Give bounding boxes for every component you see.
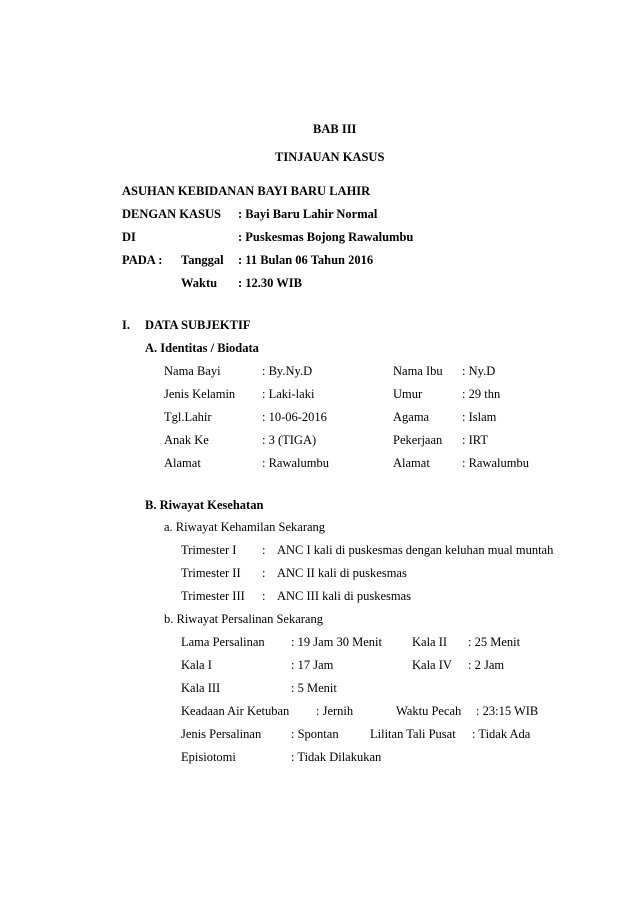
trimester-label: Trimester II: [181, 566, 241, 580]
header-label-kasus: DENGAN KASUS: [122, 207, 221, 221]
subitem-b-title: b. Riwayat Persalinan Sekarang: [164, 612, 323, 626]
persalinan-label: Kala III: [181, 681, 221, 695]
identity-label: Umur: [393, 387, 423, 401]
persalinan-label: Kala II: [412, 635, 448, 649]
identity-label: Anak Ke: [164, 433, 209, 447]
persalinan-label: Kala IV: [412, 658, 452, 672]
identity-value: : 10-06-2016: [262, 410, 327, 424]
identity-label: Alamat: [393, 456, 430, 470]
identity-value: : Rawalumbu: [462, 456, 530, 470]
header-label-tanggal: Tanggal: [181, 253, 224, 267]
header-line-1: ASUHAN KEBIDANAN BAYI BARU LAHIR: [122, 184, 371, 198]
identity-label: Alamat: [164, 456, 201, 470]
persalinan-value: : Tidak Ada: [472, 727, 531, 741]
identity-value: : By.Ny.D: [262, 364, 313, 378]
persalinan-value: : 25 Menit: [468, 635, 521, 649]
header-value-kasus: : Bayi Baru Lahir Normal: [238, 207, 378, 221]
identity-value: : Islam: [462, 410, 497, 424]
persalinan-label: Kala I: [181, 658, 212, 672]
identity-value: : 3 (TIGA): [262, 433, 317, 447]
persalinan-value: : Tidak Dilakukan: [291, 750, 382, 764]
persalinan-label: Jenis Persalinan: [181, 727, 262, 741]
identity-value: : Rawalumbu: [262, 456, 330, 470]
trimester-colon: :: [262, 543, 266, 557]
persalinan-value: : Jernih: [316, 704, 354, 718]
section-title: DATA SUBJEKTIF: [145, 318, 251, 332]
identity-label: Nama Bayi: [164, 364, 221, 378]
header-value-di: : Puskesmas Bojong Rawalumbu: [238, 230, 414, 244]
subsection-a-title: A. Identitas / Biodata: [145, 341, 259, 355]
trimester-label: Trimester I: [181, 543, 237, 557]
chapter-heading: BAB III: [313, 122, 357, 136]
trimester-colon: :: [262, 566, 266, 580]
identity-value: : Laki-laki: [262, 387, 315, 401]
identity-label: Pekerjaan: [393, 433, 443, 447]
persalinan-value: : 23:15 WIB: [476, 704, 539, 718]
persalinan-value: : 17 Jam: [291, 658, 334, 672]
persalinan-label: Waktu Pecah: [396, 704, 462, 718]
header-label-di: DI: [122, 230, 136, 244]
identity-label: Agama: [393, 410, 430, 424]
header-label-waktu: Waktu: [181, 276, 218, 290]
identity-value: : IRT: [462, 433, 488, 447]
header-value-waktu: : 12.30 WIB: [238, 276, 303, 290]
persalinan-label: Episiotomi: [181, 750, 236, 764]
persalinan-value: : 5 Menit: [291, 681, 337, 695]
subsection-b-title: B. Riwayat Kesehatan: [145, 498, 264, 512]
persalinan-value: : 19 Jam 30 Menit: [291, 635, 382, 649]
persalinan-value: : 2 Jam: [468, 658, 505, 672]
persalinan-value: : Spontan: [291, 727, 339, 741]
identity-value: : 29 thn: [462, 387, 501, 401]
header-value-tanggal: : 11 Bulan 06 Tahun 2016: [238, 253, 374, 267]
trimester-colon: :: [262, 589, 266, 603]
persalinan-label: Lama Persalinan: [181, 635, 265, 649]
subitem-a-title: a. Riwayat Kehamilan Sekarang: [164, 520, 326, 534]
trimester-value: ANC III kali di puskesmas: [277, 589, 412, 603]
section-number: I.: [122, 318, 130, 332]
trimester-label: Trimester III: [181, 589, 245, 603]
chapter-title: TINJAUAN KASUS: [275, 150, 385, 164]
persalinan-label: Lilitan Tali Pusat: [370, 727, 456, 741]
trimester-value: ANC II kali di puskesmas: [277, 566, 407, 580]
header-label-pada: PADA :: [122, 253, 163, 267]
trimester-value: ANC I kali di puskesmas dengan keluhan mual muntah: [277, 543, 554, 557]
persalinan-label: Keadaan Air Ketuban: [181, 704, 290, 718]
identity-value: : Ny.D: [462, 364, 496, 378]
identity-label: Tgl.Lahir: [164, 410, 212, 424]
identity-label: Jenis Kelamin: [164, 387, 236, 401]
identity-label: Nama Ibu: [393, 364, 443, 378]
